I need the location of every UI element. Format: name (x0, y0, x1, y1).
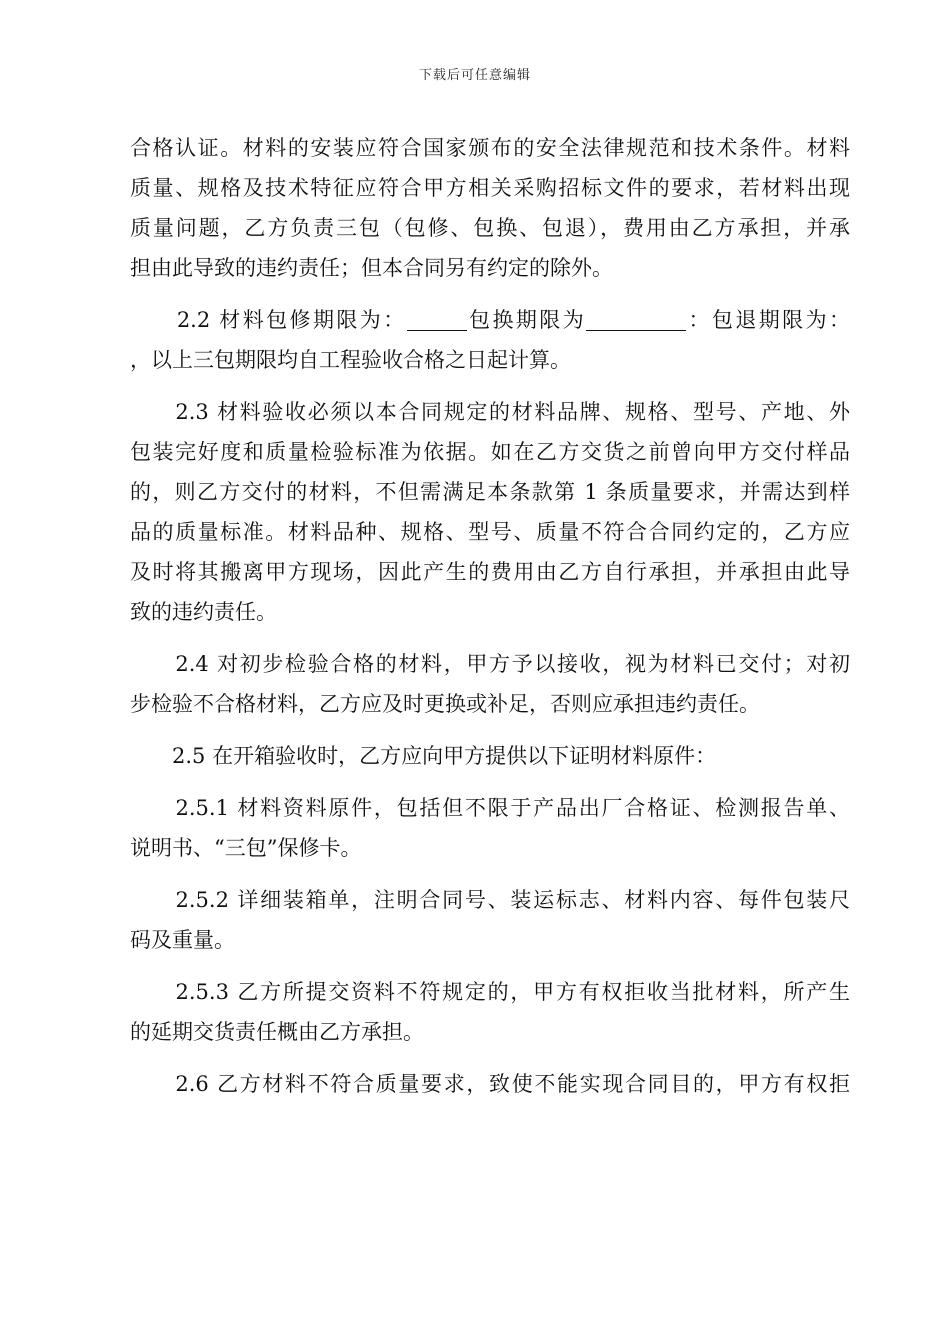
paragraph-2-2 (130, 300, 850, 380)
text-line: 合格认证。材料的安装应符合国家颁布的安全法律规范和技术条件。材料 (130, 136, 850, 160)
text-line: 的，则乙方交付的材料，不但需满足本条款第 1 条质量要求，并需达到样 (130, 480, 850, 504)
text-line: 2.5.1 材料资料原件，包括但不限于产品出厂合格证、检测报告单、 (130, 796, 850, 820)
text-line: 的延期交货责任概由乙方承担。 (130, 1020, 424, 1044)
text-line: 2.2 材料包修期限为： 包换期限为 ：包退期限为： (130, 300, 850, 340)
text-line: 及时将其搬离甲方现场，因此产生的费用由乙方自行承担，并承担由此导 (130, 560, 850, 584)
paragraph (130, 1064, 850, 1104)
text-line: 质量问题，乙方负责三包（包修、包换、包退），费用由乙方承担，并承 (130, 216, 850, 240)
paragraph (130, 644, 850, 724)
text-line: 2.6 乙方材料不符合质量要求，致使不能实现合同目的，甲方有权拒 (130, 1072, 850, 1096)
text-line: 包装完好度和质量检验标准为依据。如在乙方交货之前曾向甲方交付样品 (130, 440, 850, 464)
text-line: 2.5 在开箱验收时，乙方应向甲方提供以下证明材料原件： (130, 744, 717, 768)
text-line: ，以上三包期限均自工程验收合格之日起计算。 (130, 348, 571, 372)
paragraph (130, 392, 850, 632)
paragraph (130, 788, 850, 868)
text-line: 码及重量。 (130, 928, 235, 952)
text-line: 说明书、“三包”保修卡。 (130, 836, 362, 860)
text-line: 品的质量标准。材料品种、规格、型号、质量不符合合同约定的，乙方应 (130, 520, 850, 544)
paragraph (130, 128, 850, 288)
text-line: 步检验不合格材料，乙方应及时更换或补足，否则应承担违约责任。 (130, 692, 760, 716)
text-line: 2.5.2 详细装箱单，注明合同号、装运标志、材料内容、每件包装尺 (130, 888, 850, 912)
text-line: 致的违约责任。 (130, 600, 277, 624)
paragraph (130, 880, 850, 960)
text-line: 担由此导致的违约责任；但本合同另有约定的除外。 (130, 256, 613, 280)
blank-field-repair (407, 304, 467, 331)
paragraph (130, 736, 850, 776)
paragraph (130, 972, 850, 1052)
text-line: 2.5.3 乙方所提交资料不符规定的，甲方有权拒收当批材料，所产生 (130, 980, 850, 1004)
text-line: 质量、规格及技术特征应符合甲方相关采购招标文件的要求，若材料出现 (130, 176, 850, 200)
blank-field-exchange (586, 304, 686, 331)
document-body (130, 128, 850, 1104)
page-header: 下载后可任意编辑 (418, 68, 531, 83)
text-line: 2.3 材料验收必须以本合同规定的材料品牌、规格、型号、产地、外 (130, 400, 850, 424)
text-line: 2.4 对初步检验合格的材料，甲方予以接收，视为材料已交付；对初 (130, 652, 850, 676)
